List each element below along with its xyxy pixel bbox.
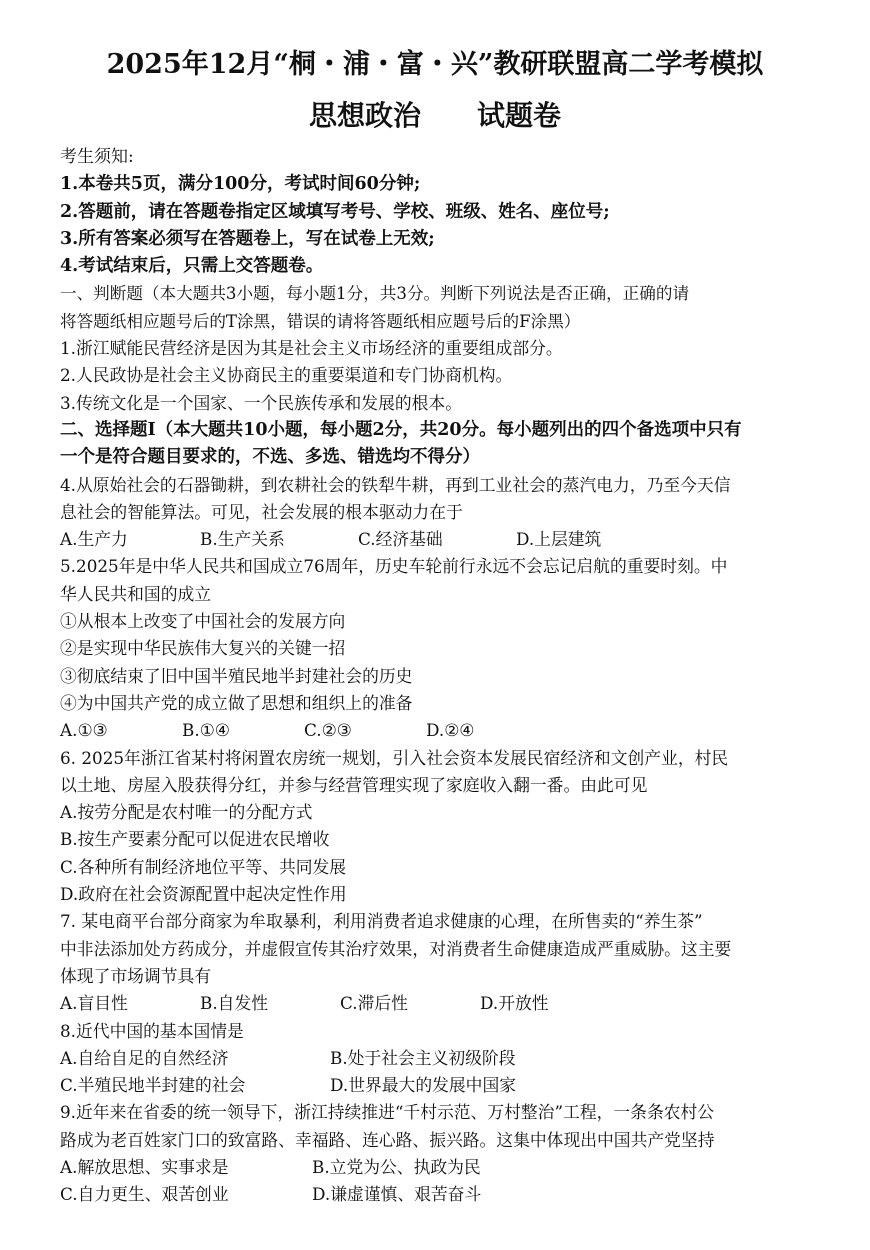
option: B.立党为公、执政为民 xyxy=(312,1156,481,1177)
question-stem: 6. 2025年浙江省某村将闲置农房统一规划，引入社会资本发展民宿经济和文创产业，村民 xyxy=(60,747,729,768)
subject-name: 思想政治 xyxy=(308,99,421,132)
question-stem: 9.近年来在省委的统一领导下，浙江持续推进“千村示范、万村整治”工程，一条条农村公 xyxy=(60,1102,715,1123)
option: C.半殖民地半封建的社会 xyxy=(60,1075,246,1096)
section2-heading: 二、选择题I（本大题共10小题，每小题2分，共20分。每小题列出的四个备选项中只有 xyxy=(60,419,742,440)
option: B.处于社会主义初级阶段 xyxy=(330,1047,516,1068)
statement-item: ①从根本上改变了中国社会的发展方向 xyxy=(60,611,346,632)
option-row xyxy=(60,1181,800,1208)
question-stem: 息社会的智能算法。可见，社会发展的根本驱动力在于 xyxy=(60,501,463,522)
judge-question: 1.浙江赋能民营经济是因为其是社会主义市场经济的重要组成部分。 xyxy=(60,338,563,359)
option: C.②③ xyxy=(304,720,352,741)
option: A.解放思想、实事求是 xyxy=(60,1156,229,1177)
section2-heading: 一个是符合题目要求的，不选、多选、错选均不得分） xyxy=(60,447,480,468)
option-row xyxy=(60,1045,800,1072)
option: D.②④ xyxy=(426,720,475,741)
option: B.生产关系 xyxy=(200,529,285,550)
section1-heading: 一、判断题（本大题共3小题，每小题1分，共3分。判断下列说法是否正确，正确的请 xyxy=(60,284,690,304)
judge-question: 2.人民政协是社会主义协商民主的重要渠道和专门协商机构。 xyxy=(60,365,513,386)
option-row xyxy=(60,717,800,744)
statement-item: ③彻底结束了旧中国半殖民地半封建社会的历史 xyxy=(60,665,413,686)
question-stem: 华人民共和国的成立 xyxy=(60,583,212,604)
exam-subtitle xyxy=(0,94,870,134)
option: A.盲目性 xyxy=(60,993,128,1014)
notice-item: 3.所有答案必须写在答题卷上，写在试卷上无效; xyxy=(60,228,435,249)
option: D.世界最大的发展中国家 xyxy=(330,1075,517,1096)
option: D.政府在社会资源配置中起决定性作用 xyxy=(60,884,347,905)
judge-question: 3.传统文化是一个国家、一个民族传承和发展的根本。 xyxy=(60,392,462,413)
notice-item: 2.答题前，请在答题卷指定区域填写考号、学校、班级、姓名、座位号; xyxy=(60,201,610,222)
option: A.生产力 xyxy=(60,529,128,550)
question-stem: 8.近代中国的基本国情是 xyxy=(60,1020,244,1041)
option: D.开放性 xyxy=(480,993,549,1014)
option-row xyxy=(60,526,800,553)
notice-item: 1.本卷共5页，满分100分，考试时间60分钟; xyxy=(60,174,421,195)
option: C.自力更生、艰苦创业 xyxy=(60,1184,229,1205)
question-stem: 中非法添加处方药成分，并虚假宣传其治疗效果，对消费者生命健康造成严重威胁。这主要 xyxy=(60,938,732,959)
option: D.上层建筑 xyxy=(516,529,602,550)
option: C.经济基础 xyxy=(358,529,443,550)
question-stem: 5.2025年是中华人民共和国成立76周年，历史车轮前行永远不会忘记启航的重要时刻。中 xyxy=(60,556,728,577)
exam-content xyxy=(60,144,800,1209)
question-stem: 路成为老百姓家门口的致富路、幸福路、连心路、振兴路。这集中体现出中国共产党坚持 xyxy=(60,1129,715,1150)
option: A.按劳分配是农村唯一的分配方式 xyxy=(60,802,313,823)
option-row xyxy=(60,1072,800,1099)
question-stem: 体现了市场调节具有 xyxy=(60,965,212,986)
option: A.①③ xyxy=(60,720,108,741)
option: A.自给自足的自然经济 xyxy=(60,1047,229,1068)
option: B.按生产要素分配可以促进农民增收 xyxy=(60,829,330,850)
option: C.各种所有制经济地位平等、共同发展 xyxy=(60,856,347,877)
question-stem: 7. 某电商平台部分商家为牟取暴利，利用消费者追求健康的心理，在所售卖的“养生茶” xyxy=(60,911,703,932)
question-stem: 以土地、房屋入股获得分红，并参与经营管理实现了家庭收入翻一番。由此可见 xyxy=(60,774,648,795)
notice-heading: 考生须知: xyxy=(60,147,134,167)
paper-name: 试题卷 xyxy=(477,99,562,132)
option-row xyxy=(60,1154,800,1181)
question-stem: 4.从原始社会的石器锄耕，到农耕社会的铁犁牛耕，再到工业社会的蒸汽电力，乃至今天信 xyxy=(60,474,731,495)
option: B.①④ xyxy=(182,720,230,741)
statement-item: ④为中国共产党的成立做了思想和组织上的准备 xyxy=(60,692,413,713)
notice-item: 4.考试结束后，只需上交答题卷。 xyxy=(60,256,324,277)
section1-heading: 将答题纸相应题号后的T涂黑，错误的请将答题纸相应题号后的F涂黑） xyxy=(60,311,581,331)
option: D.谦虚谨慎、艰苦奋斗 xyxy=(312,1184,482,1205)
option-row xyxy=(60,990,800,1017)
statement-item: ②是实现中华民族伟大复兴的关键一招 xyxy=(60,638,346,659)
option: B.自发性 xyxy=(200,993,269,1014)
exam-title: 2025年12月“桐・浦・富・兴”教研联盟高二学考模拟 xyxy=(106,49,764,80)
option: C.滞后性 xyxy=(340,993,408,1014)
